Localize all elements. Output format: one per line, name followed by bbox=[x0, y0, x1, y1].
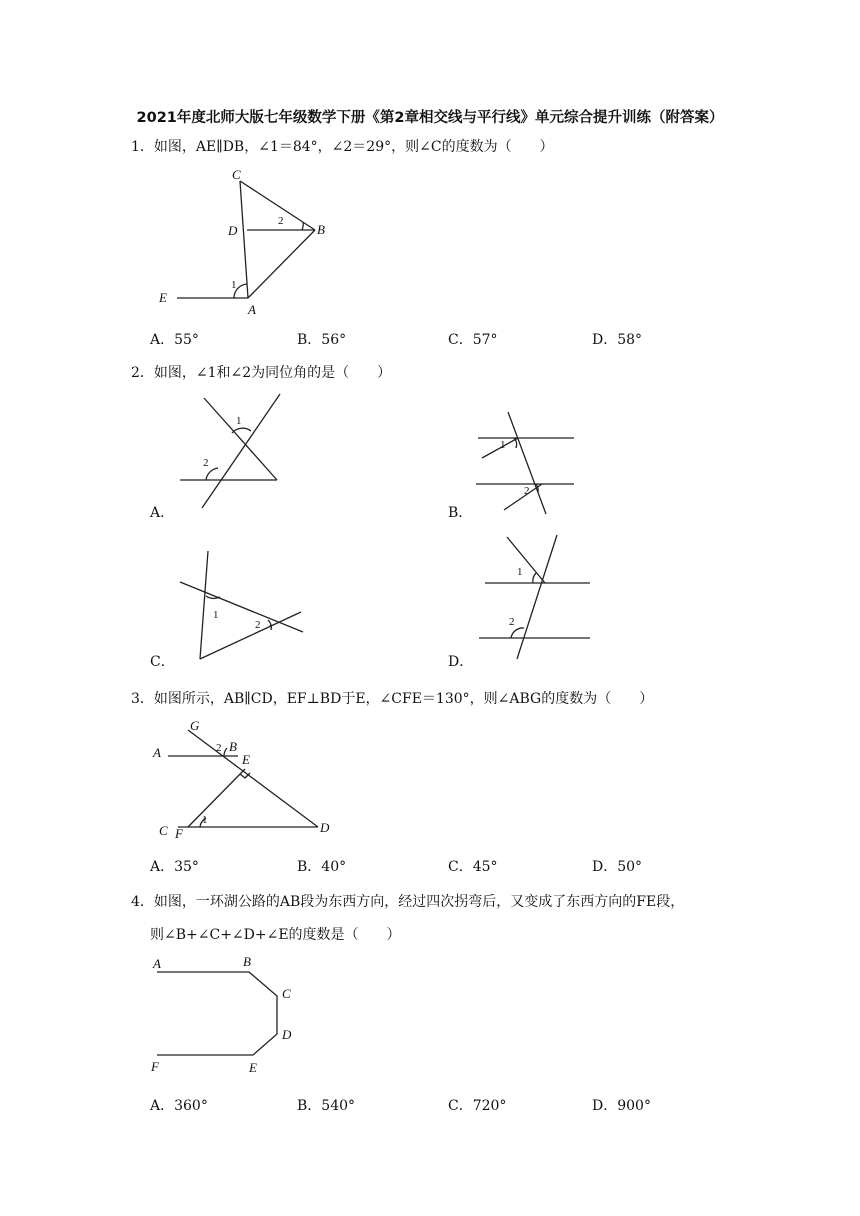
question-2-figure-c bbox=[175, 548, 310, 663]
label-E: E bbox=[249, 1060, 257, 1075]
q3-option-b: B．40° bbox=[297, 859, 347, 875]
q4-option-d: D．900° bbox=[592, 1098, 651, 1114]
q2-option-d: D． bbox=[448, 654, 474, 670]
label-angle-1: 1 bbox=[236, 415, 242, 427]
question-1-figure bbox=[150, 165, 340, 320]
label-D: D bbox=[228, 223, 238, 238]
label-D: D bbox=[282, 1027, 292, 1042]
label-angle-2: 2 bbox=[203, 457, 209, 469]
label-angle-2: 2 bbox=[524, 485, 530, 497]
q2-option-c: C． bbox=[150, 654, 175, 670]
label-angle-2: 2 bbox=[216, 742, 222, 754]
label-angle-2: 2 bbox=[509, 616, 515, 628]
question-2-figure-d bbox=[475, 533, 595, 663]
label-E: E bbox=[242, 752, 250, 767]
question-4-figure bbox=[145, 950, 315, 1080]
q4-option-b: B．540° bbox=[297, 1098, 356, 1114]
label-E: E bbox=[159, 290, 167, 305]
label-angle-2: 2 bbox=[278, 215, 284, 227]
q3-option-a: A．35° bbox=[150, 859, 199, 875]
q4-option-a: A．360° bbox=[150, 1098, 208, 1114]
q3-option-c: C．45° bbox=[448, 859, 498, 875]
label-C: C bbox=[159, 823, 168, 838]
question-2-figure-a bbox=[170, 388, 290, 513]
label-angle-2: 2 bbox=[255, 619, 261, 631]
q3-option-d: D．50° bbox=[592, 859, 643, 875]
label-A: A bbox=[153, 745, 161, 760]
document-title: 2021年度北师大版七年级数学下册《第2章相交线与平行线》单元综合提升训练（附答案） bbox=[136, 110, 724, 126]
question-3-stem: 3．如图所示，AB∥CD，EF⊥BD于E，∠CFE＝130°，则∠ABG的度数为（ ） bbox=[131, 691, 654, 707]
label-G: G bbox=[190, 718, 200, 733]
label-angle-1: 1 bbox=[213, 609, 219, 621]
question-3-figure bbox=[150, 718, 340, 843]
q2-option-a: A． bbox=[150, 505, 175, 521]
label-A: A bbox=[153, 956, 161, 971]
label-B: B bbox=[229, 739, 237, 754]
label-B: B bbox=[317, 222, 325, 237]
question-4-stem-line-2: 则∠B+∠C+∠D+∠E的度数是（ ） bbox=[150, 927, 401, 943]
q2-option-b: B． bbox=[448, 505, 473, 521]
label-D: D bbox=[320, 820, 330, 835]
label-C: C bbox=[232, 167, 241, 182]
label-angle-1: 1 bbox=[231, 279, 237, 291]
q1-option-d: D．58° bbox=[592, 332, 643, 348]
question-1-stem: 1．如图，AE∥DB，∠1＝84°，∠2＝29°，则∠C的度数为（ ） bbox=[131, 139, 554, 155]
label-C: C bbox=[282, 986, 291, 1001]
label-angle-1: 1 bbox=[202, 814, 208, 826]
q1-option-a: A．55° bbox=[150, 332, 199, 348]
label-B: B bbox=[243, 954, 251, 969]
question-2-figure-b bbox=[470, 408, 580, 518]
label-angle-1: 1 bbox=[500, 439, 506, 451]
label-angle-1: 1 bbox=[517, 566, 523, 578]
question-2-stem: 2．如图，∠1和∠2为同位角的是（ ） bbox=[131, 365, 392, 381]
label-F: F bbox=[151, 1059, 159, 1074]
q1-option-b: B．56° bbox=[297, 332, 347, 348]
q4-option-c: C．720° bbox=[448, 1098, 507, 1114]
q1-option-c: C．57° bbox=[448, 332, 498, 348]
label-F: F bbox=[175, 826, 183, 841]
question-4-stem-line-1: 4．如图，一环湖公路的AB段为东西方向，经过四次拐弯后，又变成了东西方向的FE段， bbox=[131, 894, 685, 910]
label-A: A bbox=[248, 302, 256, 317]
